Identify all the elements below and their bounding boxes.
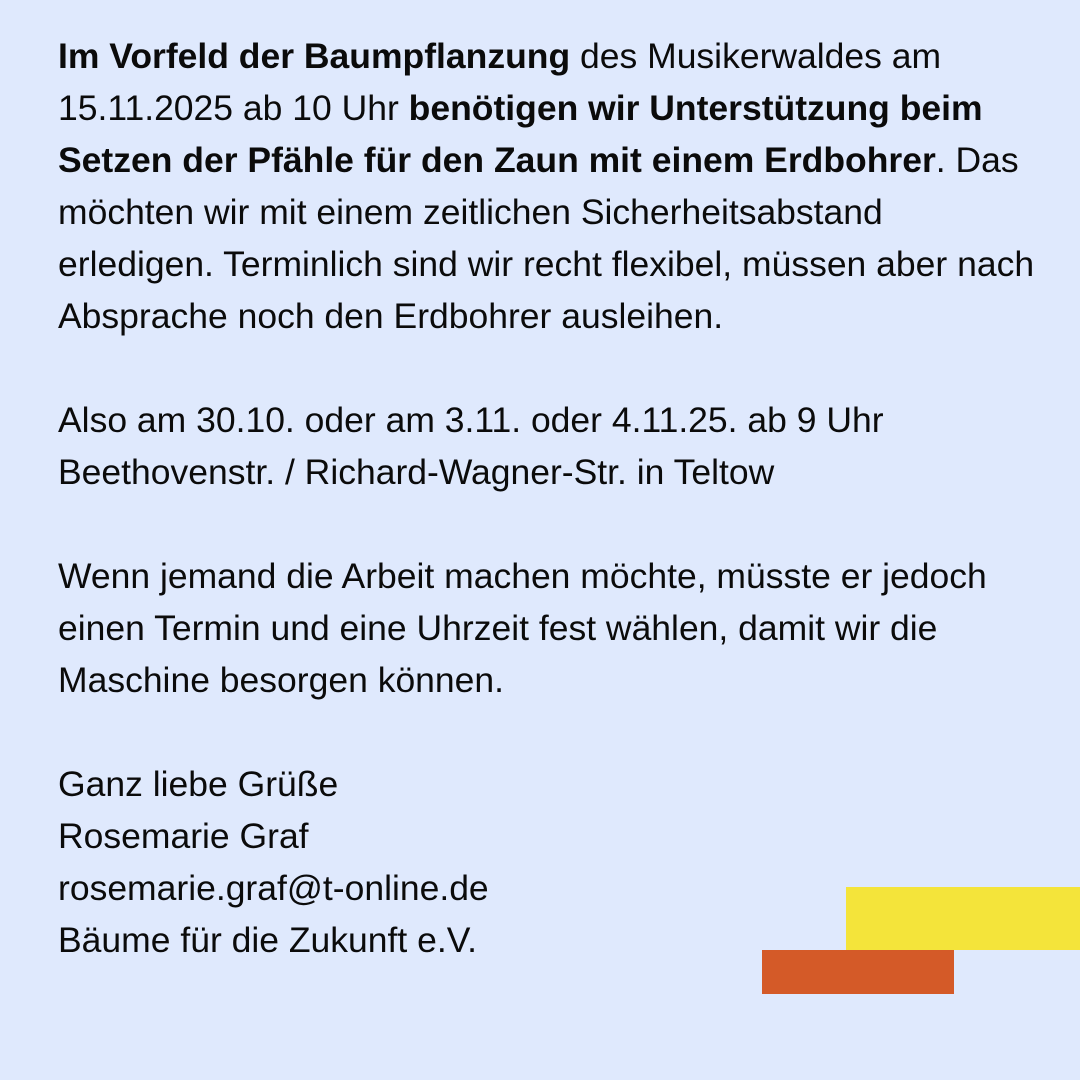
intro-date-text: des Musikerwaldes am 15.11.2025 ab 10 Uhr bbox=[58, 36, 942, 128]
post-text bbox=[58, 30, 1038, 966]
signature-greeting: Ganz liebe Grüße bbox=[58, 764, 339, 804]
location-line: Beethovenstr. / Richard-Wagner-Str. in Teltow bbox=[58, 452, 775, 492]
request-text: Wenn jemand die Arbeit machen möchte, müsste er jedoch einen Termin und eine Uhrzeit fest wählen, damit wir die Maschine besorgen können. bbox=[58, 556, 987, 700]
intro-bold-request: benötigen wir Unterstützung beim Setzen der Pfähle für den Zaun mit einem Erdbohrer bbox=[58, 88, 983, 180]
request-paragraph bbox=[58, 550, 1038, 706]
yellow-accent-block bbox=[846, 887, 1080, 950]
dates-line: Also am 30.10. oder am 3.11. oder 4.11.25. ab 9 Uhr bbox=[58, 400, 884, 440]
orange-accent-block bbox=[762, 950, 954, 994]
intro-details-text: . Das möchten wir mit einem zeitlichen Sicherheitsabstand erledigen. Terminlich sind wir recht flexibel, müssen aber nach Absprache noch den Erdbohrer ausleihen. bbox=[58, 140, 1035, 336]
intro-paragraph bbox=[58, 30, 1038, 342]
signature-email[interactable]: rosemarie.graf@t-online.de bbox=[58, 868, 489, 908]
signature-organization: Bäume für die Zukunft e.V. bbox=[58, 920, 478, 960]
intro-bold-lead: Im Vorfeld der Baumpflanzung bbox=[58, 36, 571, 76]
signature-name: Rosemarie Graf bbox=[58, 816, 309, 856]
dates-paragraph bbox=[58, 394, 1038, 498]
